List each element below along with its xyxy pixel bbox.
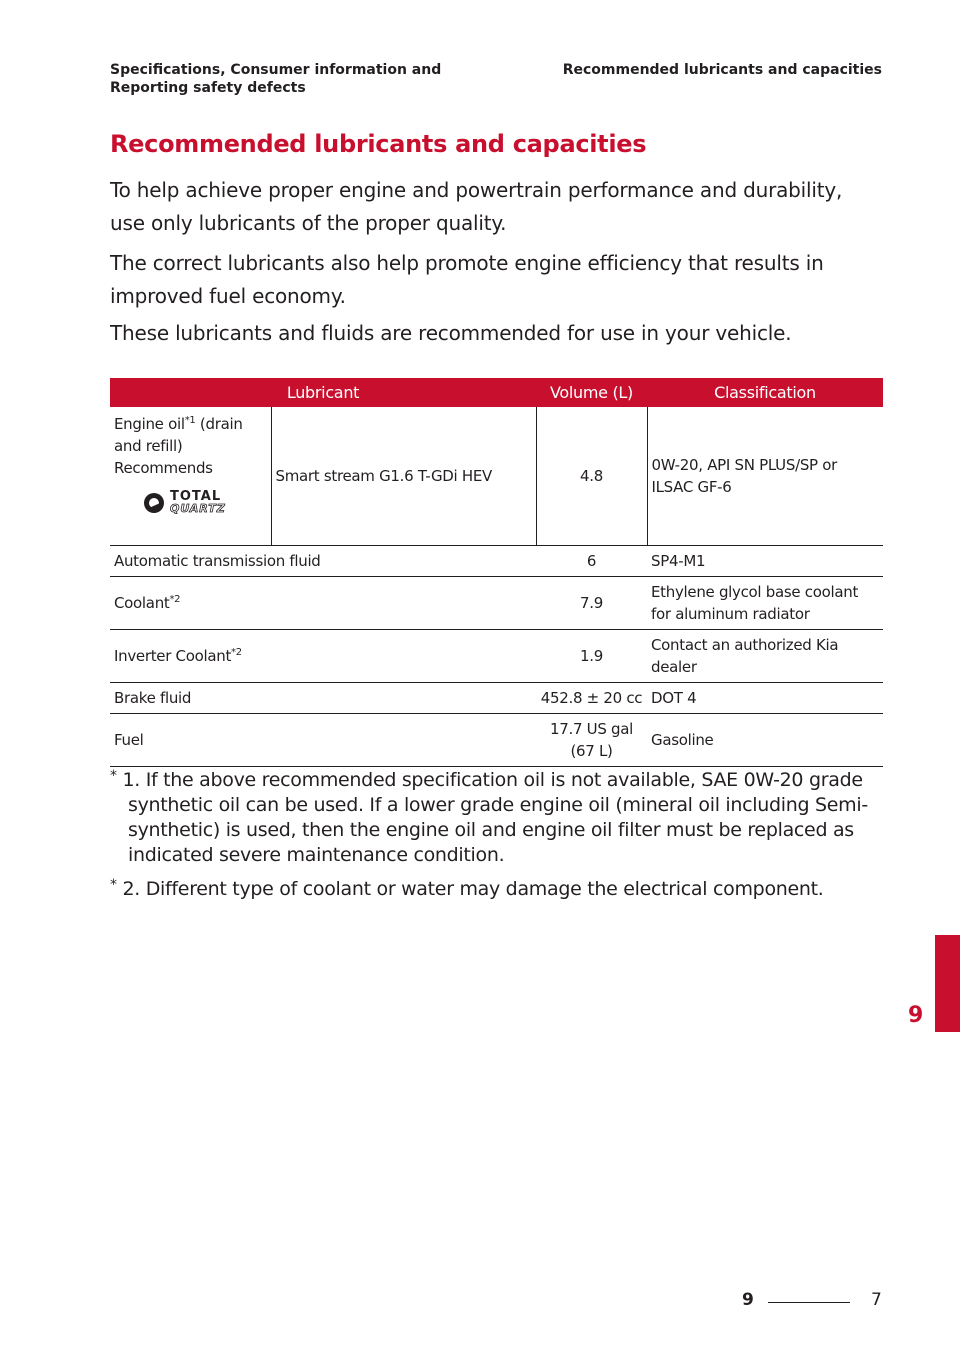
classification-cell: 0W-20, API SN PLUS/SP or ILSAC GF-6 (647, 407, 883, 545)
footnote-ref: *1 (184, 415, 196, 426)
column-header-volume: Volume (L) (536, 378, 647, 407)
brand-total-text: TOTAL (170, 489, 222, 504)
classification-cell: Contact an authorized Kia dealer (647, 629, 883, 682)
page-title: Recommended lubricants and capacities (110, 130, 647, 158)
footnote-ref: *2 (169, 593, 181, 605)
chapter-tab (935, 935, 960, 1032)
table-row-engine-oil (110, 407, 883, 545)
column-header-classification: Classification (647, 378, 883, 407)
footnote-text: 2. Different type of coolant or water may damage the electrical component. (122, 878, 824, 900)
running-header-topic: Recommended lubricants and capacities (562, 62, 882, 78)
lubricant-cell: Automatic transmission fluid (110, 545, 536, 576)
volume-cell: 452.8 ± 20 cc (536, 682, 647, 713)
intro-paragraph-3: These lubricants and fluids are recommended for use in your vehicle. (110, 321, 792, 345)
table-row-brake-fluid (110, 682, 883, 713)
classification-cell: SP4-M1 (647, 545, 883, 576)
engine-oil-note: (drain and refill) Recommends (114, 415, 243, 477)
chapter-tab-number: 9 (908, 1003, 924, 1028)
brand-quartz-text: QUARTZ (170, 502, 226, 515)
lubricant-cell: Fuel (110, 713, 536, 766)
lubricant-cell: Brake fluid (110, 682, 536, 713)
lubricant-cell: Coolant$^{*2}$ (110, 576, 536, 629)
volume-cell: 6 (536, 545, 647, 576)
table-header-row (110, 378, 883, 407)
running-header-section: Specifications, Consumer information and Reporting safety defects (110, 62, 442, 96)
footnote-1 (110, 768, 885, 868)
intro-paragraph-1: To help achieve proper engine and powertrain performance and durability, use only lubricants of the proper quality. (110, 178, 843, 235)
volume-cell: 7.9 (536, 576, 647, 629)
engine-oil-cell (110, 407, 271, 545)
footnote-text: 1. If the above recommended specification oil is not available, SAE 0W-20 grade synthetic oil can be used. If a lower grade engine oil (mineral oil including Semi-synthetic) is used, then the engine oil and engine oil filter must be replaced as indicated severe maintenance condition. (122, 769, 868, 866)
classification-cell: Ethylene glycol base coolant for aluminum radiator (647, 576, 883, 629)
table-row-fuel (110, 713, 883, 766)
table-row-inverter-coolant (110, 629, 883, 682)
volume-cell: 1.9 (536, 629, 647, 682)
page-chapter-number: 9 (742, 1290, 754, 1310)
page-number: 7 (871, 1290, 882, 1310)
engine-oil-label: Engine oil (114, 415, 185, 433)
lubricant-cell: Inverter Coolant$^{*2}$ (110, 629, 536, 682)
classification-cell: DOT 4 (647, 682, 883, 713)
page-number-divider (768, 1302, 850, 1303)
engine-cell: Smart stream G1.6 T-GDi HEV (271, 407, 536, 545)
table-row-coolant (110, 576, 883, 629)
total-quartz-logo (144, 491, 267, 515)
footnote-marker: * (110, 877, 117, 893)
footnote-2 (110, 877, 885, 902)
column-header-lubricant: Lubricant (110, 378, 536, 407)
total-logo-icon (144, 493, 164, 513)
footnote-ref: *2 (231, 646, 242, 658)
volume-cell: 17.7 US gal (67 L) (536, 713, 647, 766)
intro-paragraph-2: The correct lubricants also help promote engine efficiency that results in improved fuel economy. (110, 251, 824, 308)
footnote-marker: * (110, 768, 117, 784)
table-row-atf (110, 545, 883, 576)
classification-cell: Gasoline (647, 713, 883, 766)
volume-cell: 4.8 (536, 407, 647, 545)
lubricants-table (110, 378, 883, 767)
